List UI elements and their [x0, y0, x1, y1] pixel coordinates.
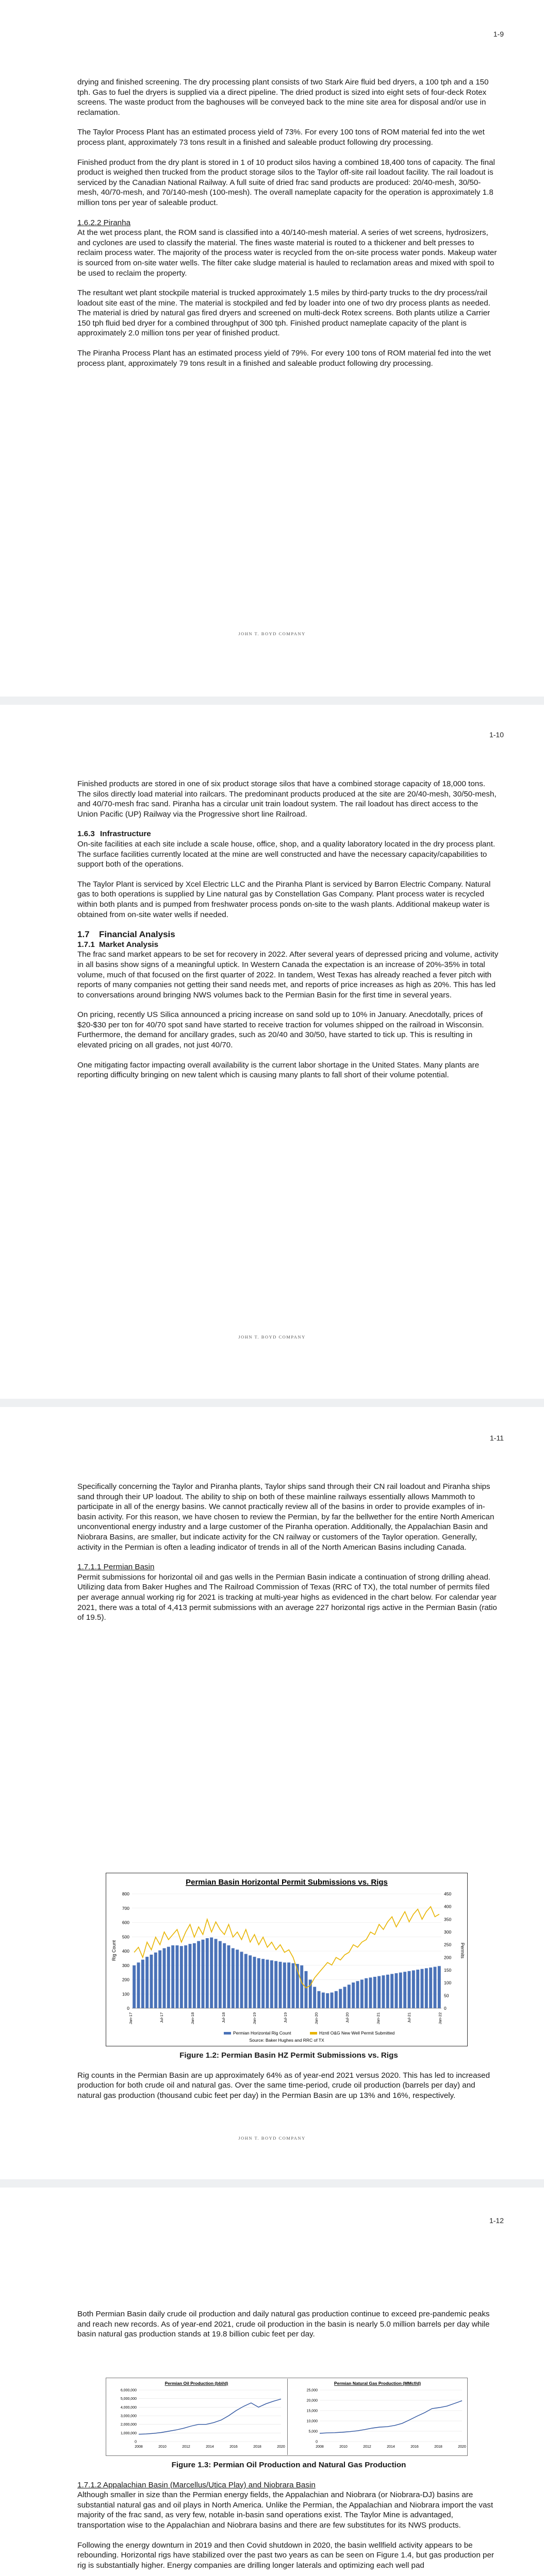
- x-tick-label: 2014: [387, 2445, 395, 2449]
- rig-bar: [244, 1954, 248, 2008]
- x-tick-label: 2020: [458, 2445, 466, 2449]
- y-tick-label: 600: [122, 1920, 129, 1925]
- y-tick-label: 5,000: [308, 2430, 318, 2434]
- paragraph: The Taylor Plant is serviced by Xcel Electric LLC and the Piranha Plant is serviced by Barron Electric Company. Natural gas to both operations is supplied by Line natural gas by Constellation Gas Company. Plant process water is recycled within both plants and is pumped from freshwater process ponds on-site to the wash plants. Additional makeup water is obtained from on-site water wells if needed.: [77, 879, 491, 919]
- rig-bar: [403, 1972, 406, 2008]
- x-tick-label: 2010: [158, 2445, 167, 2449]
- rig-bar: [300, 1965, 303, 2008]
- paragraph: drying and finished screening. The dry processing plant consists of two Stark Aire fluid bed dryers, a 100 tph and a 150 tph. Gas to fuel the dryers is supplied via a direct pipeline. The dried product is sized into eight sets of four-deck Rotex screens. The waste product from the baghouses will be conveyed back to the mine site area for disposal and/or use in reclamation.: [77, 78, 489, 117]
- x-tick-label: Jan-19: [252, 2012, 257, 2024]
- page-number: 1-11: [490, 1434, 504, 1442]
- rig-bar: [360, 1980, 364, 2009]
- paragraph: Specifically concerning the Taylor and Piranha plants, Taylor ships sand through their CN rail loadout and Piranha ships sand through their UP loadout. The ability to ship on both of these mainline railways essentially allows Mammoth to participate in all of the energy basins. We cannot practically review all of the basins in order to provide examples of in-basin activity. For this reason, we have chosen to review the Permian, by far the bellwether for the entire North American unconventional energy industry and a large customer of the Piranha operation. Additionally, the Appalachian Basin and Niobrara Basins, are smaller, but indicate activity for the CN railway or customers of the Taylor operation. Generally, activity in the Permian is often a leading indicator of trends in all of the North American Basins including Canada.: [77, 1482, 494, 1552]
- production-line: [320, 2401, 462, 2433]
- paragraph: The frac sand market appears to be set for recovery in 2022. After several years of depressed pricing and volume, activity in all basins show signs of a meaningful uptick. In Western Canada the expectation is an increase of 20%-35% in total volume, much of that focused on the first quarter of 2022. In tandem, West Texas has already reached a fever pitch with reports of many companies not getting their sand needs met, and reports of price increases as high as 20%. This has led to conversations around bringing NWS volumes back to the Permian Basin for the first time in several years.: [77, 950, 499, 999]
- y-tick-label: 1,000,000: [120, 2431, 137, 2435]
- rig-bar: [171, 1945, 174, 2008]
- rig-bar: [305, 1971, 308, 2008]
- rig-bar: [373, 1977, 376, 2008]
- y2-tick-label: 400: [444, 1904, 452, 1909]
- rig-bar: [154, 1953, 157, 2008]
- rig-bar: [253, 1957, 256, 2008]
- y2-tick-label: 300: [444, 1929, 452, 1935]
- y-tick-label: 100: [122, 1991, 129, 1997]
- page-4-body: [77, 2309, 500, 2349]
- rig-bar: [240, 1952, 243, 2008]
- rig-bar: [279, 1962, 282, 2008]
- rig-bar: [176, 1945, 179, 2008]
- rig-bar: [343, 1987, 347, 2008]
- x-tick-label: Jan-20: [314, 2012, 319, 2024]
- rig-bar: [408, 1971, 411, 2008]
- production-charts: [106, 2378, 468, 2456]
- x-tick-label: 2012: [182, 2445, 190, 2449]
- paragraph: Rig counts in the Permian Basin are up approximately 64% as of year-end 2021 versus 2020. This has led to increased production for both crude oil and natural gas. Over the same time-period, crude oil production (barrels per day) and natural gas production (thousand cubic feet per day) in the Permian Basin are up 13% and 16%, respectively.: [77, 2071, 490, 2100]
- x-tick-label: Jul-18: [221, 2012, 226, 2023]
- y2-tick-label: 250: [444, 1942, 452, 1947]
- rig-bar: [261, 1959, 265, 2008]
- rig-bar: [348, 1985, 351, 2008]
- page-separator: [0, 1399, 544, 1407]
- rig-bar: [227, 1945, 230, 2008]
- rig-bar: [145, 1957, 149, 2008]
- rig-bar: [326, 1993, 329, 2008]
- x-tick-label: 2016: [410, 2445, 419, 2449]
- rig-bar: [141, 1960, 144, 2008]
- section-heading: 1.7.1.1 Permian Basin: [77, 1563, 155, 1572]
- rig-bar: [386, 1975, 389, 2008]
- page-3-body-continued: [77, 2050, 500, 2110]
- y-tick-label: 15,000: [306, 2409, 318, 2413]
- paragraph: Permit submissions for horizontal oil and gas wells in the Permian Basin indicate a continuation of strong drilling ahead. Utilizing data from Baker Hughes and The Railroad Commission of Texas (RRC of TX), the total number of permits filed per average annual working rig for 2021 is tracking at multi-year highs as evidenced in the chart below. For calendar year 2021, there was a total of 4,413 permit submissions with an average 227 horizontal rigs active in the Permian Basin (ratio of 19.5).: [77, 1572, 497, 1622]
- rig-bar: [425, 1968, 428, 2008]
- paragraph: Finished product from the dry plant is stored in 1 of 10 product silos having a combined 18,400 tons of capacity. The final product is weighed then trucked from the product storage silos to the Taylor off-site rail loadout facility. The rail loadout is serviced by the Canadian National Railway. A full suite of dried frac sand products are produced: 20/40-mesh, 30/50-mesh, 40/70-mesh, and 70/140-mesh (100-mesh). The overall nameplate capacity for the operation is approximately 1.8 million tons per year of saleable product.: [77, 158, 495, 207]
- y2-tick-label: 100: [444, 1980, 452, 1986]
- legend-swatch-permits: [310, 2032, 317, 2035]
- y-tick-label: 0: [127, 2006, 129, 2011]
- x-tick-label: 2014: [206, 2445, 214, 2449]
- x-tick-label: 2008: [135, 2445, 143, 2449]
- page-number: 1-9: [493, 30, 504, 38]
- paragraph: Finished products are stored in one of six product storage silos that have a combined storage capacity of 18,000 tons. The silos directly load material into railcars. The predominant products produced at the site are 20/40-mesh, 30/50-mesh, and 40/70-mesh frac sand. Piranha has a circular unit train loadout system. The rail loadout has direct access to the Union Pacific (UP) Railway via the Progressive short line Railroad.: [77, 779, 497, 819]
- x-tick-label: 2018: [434, 2445, 442, 2449]
- rig-bar: [219, 1941, 222, 2008]
- paragraph: Following the energy downturn in 2019 and then Covid shutdown in 2020, the basin wellfield activity appears to be rebounding. Horizontal rigs have stabilized over the past two years as can be seen on Figure 1.4, but gas production per rig is substantially higher. Energy companies are drilling longer laterals and optimizing each well pad: [77, 2540, 494, 2570]
- rig-bar: [287, 1962, 290, 2008]
- rig-bar: [133, 1965, 136, 2008]
- x-tick-label: Jul-19: [283, 2012, 288, 2023]
- y-tick-label: 0: [316, 2440, 318, 2444]
- y-tick-label: 0: [135, 2440, 137, 2444]
- rig-bar: [356, 1981, 359, 2008]
- rig-bar: [197, 1941, 200, 2008]
- rig-bar: [421, 1969, 424, 2008]
- rig-bar: [390, 1974, 393, 2008]
- y-tick-label: 20,000: [306, 2399, 318, 2403]
- chart-title: Permian Basin Horizontal Permit Submissions vs. Rigs: [186, 1878, 388, 1887]
- section-heading: 1.7.1.2 Appalachian Basin (Marcellus/Utica Play) and Niobrara Basin: [77, 2480, 316, 2489]
- rig-bar: [257, 1958, 260, 2008]
- section-heading-1-7: 1.7 Financial Analysis: [77, 929, 175, 940]
- page-separator: [0, 697, 544, 705]
- x-tick-label: 2012: [363, 2445, 371, 2449]
- rig-bar: [206, 1938, 209, 2008]
- y-tick-label: 700: [122, 1905, 129, 1911]
- footer: JOHN T. BOYD COMPANY: [238, 1334, 306, 1340]
- rig-bar: [339, 1989, 342, 2008]
- paragraph: The resultant wet plant stockpile material is trucked approximately 1.5 miles by third-party trucks to the dry process/rail loadout site east of the mine. The material is stockpiled and fed by loader into one of two dry process plants as needed. The material is dried by natural gas fired dryers and screened on multi-deck Rotex screens. Both plants utilize a Carrier 150 tph fluid bed dryer for a combined throughput of 300 tph. Finished product nameplate capacity of the plant is approximately 2.0 million tons per year of finished product.: [77, 289, 490, 338]
- rig-bar: [313, 1987, 316, 2008]
- permit-vs-rig-chart: [106, 1873, 468, 2046]
- y-tick-label: 3,000,000: [120, 2414, 137, 2418]
- y2-tick-label: 200: [444, 1955, 452, 1960]
- y-tick-label: 500: [122, 1934, 129, 1940]
- rig-bar: [318, 1991, 321, 2008]
- rig-bar: [438, 1966, 441, 2008]
- x-tick-label: 2008: [316, 2445, 324, 2449]
- y-tick-label: 300: [122, 1962, 129, 1968]
- rig-bar: [365, 1978, 368, 2008]
- rig-bar: [137, 1962, 140, 2008]
- rig-bar: [331, 1992, 334, 2008]
- y2-tick-label: 50: [444, 1993, 449, 1998]
- y-axis-right-label: Permits: [460, 1942, 465, 1959]
- y-tick-label: 400: [122, 1948, 129, 1954]
- rig-bar: [180, 1946, 183, 2008]
- production-line: [139, 2399, 281, 2434]
- page-1-body: [77, 77, 500, 378]
- rig-bar: [369, 1977, 372, 2008]
- gas-production-chart: [287, 2379, 467, 2455]
- rig-bar: [249, 1955, 252, 2008]
- rig-bar: [210, 1938, 213, 2008]
- section-heading-1-7-1: 1.7.1 Market Analysis: [77, 940, 159, 949]
- y-tick-label: 10,000: [306, 2419, 318, 2424]
- rig-bar: [193, 1943, 196, 2008]
- paragraph: Although smaller in size than the Permian energy fields, the Appalachian and Niobrara (or Niobrara-DJ) basins are substantial natural gas and oil plays in North America. Unlike the Permian, the Appalachian and Niobrara import the vast majority of the frac sand, as very few, notable in-basin sand operations exist. The Taylor Mine is advantaged, transportation wise to the Appalachian and Niobrara basins and there are few substitutes for its NWS products.: [77, 2490, 493, 2530]
- footer: JOHN T. BOYD COMPANY: [238, 631, 306, 636]
- rig-bar: [167, 1947, 170, 2008]
- rig-bar: [232, 1948, 235, 2008]
- y2-tick-label: 350: [444, 1917, 452, 1922]
- y-tick-label: 800: [122, 1891, 129, 1896]
- rig-bar: [184, 1945, 187, 2008]
- paragraph: The Piranha Process Plant has an estimated process yield of 79%. For every 100 tons of ROM material fed into the wet process plant, approximately 79 tons result in a finished and saleable product following dry processing.: [77, 349, 491, 368]
- rig-bar: [215, 1939, 218, 2008]
- paragraph: One mitigating factor impacting overall availability is the current labor shortage in the United States. Many plants are reporting difficulty bringing on new talent which is causing many plants to fall short of their volume potential.: [77, 1060, 480, 1080]
- legend-permits: Hzntl O&G New Well Permit Submitted: [319, 2030, 395, 2036]
- oil-chart-title: Permian Oil Production (bbl/d): [164, 2381, 228, 2386]
- rig-bar: [416, 1970, 419, 2008]
- paragraph: On pricing, recently US Silica announced a pricing increase on sand sold up to 10% in January. Anecdotally, prices of $20-$30 per ton for 40/70 spot sand have started to receive traction for volumes shipped on the railroad in Wisconsin. Furthermore, the demand for ancillary grades, such as 20/40 and 30/50, have started to tick up. This is resulting in elevated pricing on all grades, not just 40/70.: [77, 1010, 484, 1050]
- y-tick-label: 4,000,000: [120, 2405, 137, 2410]
- rig-bar: [399, 1973, 402, 2008]
- x-tick-label: Jul-17: [159, 2012, 164, 2023]
- paragraph: At the wet process plant, the ROM sand is classified into a 40/140-mesh material. A series of wet screens, hydrosizers, and cyclones are used to classify the material. The fines waste material is routed to a thickener and belt presses to reclaim process water. The majority of the process water is recycled from the on-site process water ponds. Makeup water is sourced from on-site water wells. The filter cake sludge material is hauled to reclamation areas and mixed with spoil to be used to reclaim the property.: [77, 228, 497, 278]
- rig-bar: [412, 1970, 415, 2008]
- rig-bar: [266, 1960, 269, 2008]
- paragraph: On-site facilities at each site include a scale house, office, shop, and a quality laboratory located in the dry process plant. The surface facilities currently located at the mine are well constructed and have the necessary capacity/capabilities to support both of the operations.: [77, 839, 496, 869]
- x-tick-label: Jul-20: [345, 2012, 350, 2023]
- rig-bar: [202, 1940, 205, 2008]
- section-heading: 1.6.2.2 Piranha: [77, 218, 131, 227]
- x-tick-label: 2018: [253, 2445, 261, 2449]
- y-tick-label: 2,000,000: [120, 2423, 137, 2427]
- y-tick-label: 200: [122, 1977, 129, 1982]
- x-tick-label: Jan-21: [376, 2012, 381, 2024]
- rig-bar: [382, 1975, 385, 2008]
- rig-bar: [223, 1943, 226, 2008]
- x-tick-label: 2016: [229, 2445, 238, 2449]
- paragraph: The Taylor Process Plant has an estimated process yield of 73%. For every 100 tons of ROM material fed into the wet process plant, approximately 73 tons result in a finished and saleable product following dry processing.: [77, 128, 485, 147]
- y-axis-left-label: Rig Count: [111, 1940, 117, 1961]
- x-tick-label: Jan-18: [190, 2012, 195, 2024]
- gas-chart-title: Permian Natural Gas Production (MMcf/d): [334, 2381, 421, 2386]
- oil-production-chart: [107, 2379, 286, 2455]
- section-heading-1-6-3: 1.6.3 Infrastructure: [77, 829, 151, 839]
- x-tick-label: 2020: [277, 2445, 285, 2449]
- legend-rigs: Permian Horizontal Rig Count: [233, 2030, 291, 2036]
- x-tick-label: Jan-17: [128, 2012, 133, 2024]
- y2-tick-label: 0: [444, 2006, 447, 2011]
- y2-tick-label: 150: [444, 1968, 452, 1973]
- rig-bar: [189, 1944, 192, 2008]
- rig-bar: [322, 1992, 325, 2008]
- footer: JOHN T. BOYD COMPANY: [238, 2136, 306, 2141]
- page-separator: [0, 2179, 544, 2188]
- chart-source: Source: Baker Hughes and RRC of TX: [249, 2038, 324, 2043]
- y-tick-label: 5,000,000: [120, 2397, 137, 2401]
- rig-bar: [158, 1951, 161, 2008]
- x-tick-label: Jul-21: [407, 2012, 411, 2023]
- x-tick-label: Jan-22: [438, 2012, 442, 2024]
- rig-bar: [150, 1955, 153, 2008]
- page-number: 1-10: [489, 731, 504, 739]
- x-tick-label: 2010: [339, 2445, 348, 2449]
- rig-bar: [352, 1982, 355, 2008]
- rig-bar: [292, 1963, 295, 2008]
- paragraph: Both Permian Basin daily crude oil production and daily natural gas production continue to exceed pre-pandemic peaks and reach new records. As of year-end 2021, crude oil production in the basin is nearly 5.0 million barrels per day while basin natural gas production stands at 19.8 billion cubic feet per day.: [77, 2310, 490, 2339]
- y-tick-label: 6,000,000: [120, 2388, 137, 2393]
- page-number: 1-12: [489, 2216, 504, 2225]
- rig-bar: [236, 1950, 239, 2008]
- figure-caption: Figure 1.3: Permian Oil Production and Natural Gas Production: [171, 2461, 406, 2469]
- rig-bar: [429, 1968, 432, 2008]
- rig-bar: [434, 1967, 437, 2008]
- rig-bar: [270, 1960, 273, 2008]
- rig-bar: [274, 1961, 277, 2008]
- rig-bar: [395, 1973, 398, 2008]
- rig-bar: [283, 1962, 286, 2008]
- page-2-body: [77, 779, 500, 1090]
- permit-vs-rig-chart-svg: [106, 1873, 467, 2046]
- rig-bar: [377, 1976, 381, 2008]
- figure-caption: Figure 1.2: Permian Basin HZ Permit Submissions vs. Rigs: [179, 2051, 398, 2060]
- y-tick-label: 25,000: [306, 2388, 318, 2393]
- rig-bar: [163, 1948, 166, 2008]
- y2-tick-label: 450: [444, 1891, 452, 1896]
- legend-swatch-rigs: [224, 2032, 231, 2035]
- rig-bar: [335, 1991, 338, 2008]
- page-4-body-continued: [77, 2460, 500, 2576]
- page-3-body: [77, 1482, 500, 1633]
